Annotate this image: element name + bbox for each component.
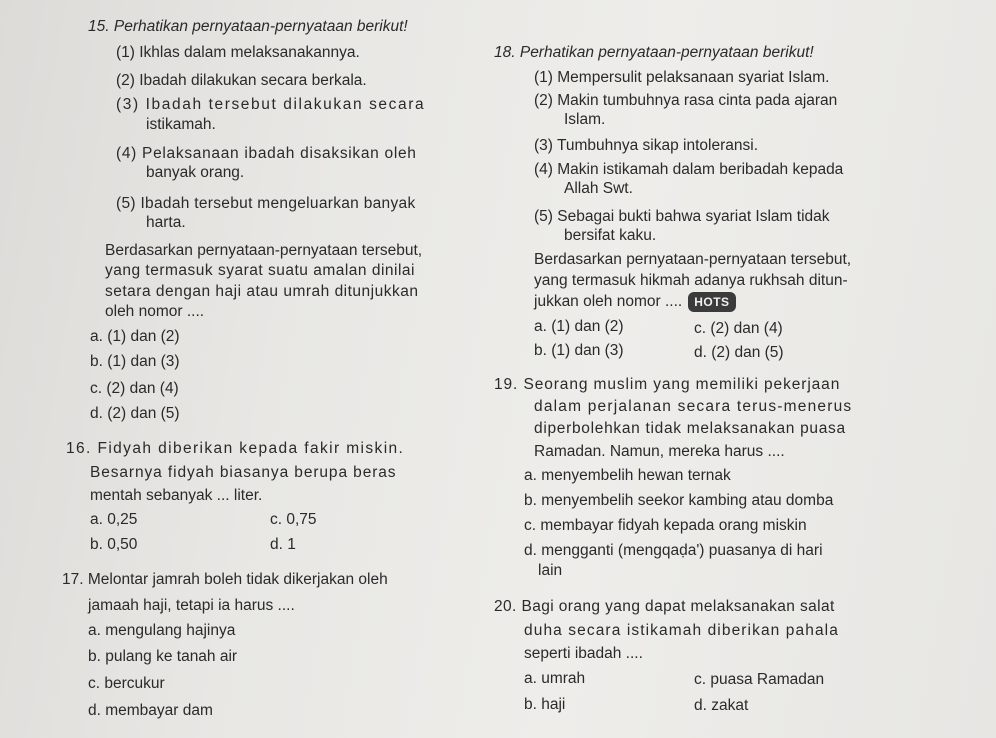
q18-question-line-1: Berdasarkan pernyataan-pernyataan tersebut, — [534, 251, 852, 268]
q20-option-c[interactable]: c. puasa Ramadan — [694, 671, 825, 688]
q18-question-line-2: yang termasuk hikmah adanya rukhsah ditun- — [534, 272, 848, 289]
q17-option-b[interactable]: b. pulang ke tanah air — [88, 648, 238, 665]
q17-line-1: 17. Melontar jamrah boleh tidak dikerjakan oleh — [62, 571, 388, 588]
q15-question-line-3: setara dengan haji atau umrah ditunjukkan — [105, 283, 419, 300]
q15-question-line-4: oleh nomor .... — [105, 303, 205, 320]
q18-statement-1: (1) Mempersulit pelaksanaan syariat Islam. — [534, 69, 830, 86]
q19-line-3: diperbolehkan tidak melaksanakan puasa — [534, 420, 846, 437]
q18-option-c[interactable]: c. (2) dan (4) — [694, 320, 783, 337]
q20-option-b[interactable]: b. haji — [524, 696, 566, 713]
q15-statement-2: (2) Ibadah dilakukan secara berkala. — [116, 72, 367, 89]
q19-option-d[interactable]: d. mengganti (mengqaḍa') puasanya di hari — [524, 542, 823, 559]
q15-statement-5-cont: harta. — [146, 214, 186, 231]
q20-line-2: duha secara istikamah diberikan pahala — [524, 622, 839, 639]
q15-question-line-2: yang termasuk syarat suatu amalan dinilai — [105, 262, 415, 279]
q18-statement-2: (2) Makin tumbuhnya rasa cinta pada ajaran — [534, 92, 838, 109]
q15-statement-5: (5) Ibadah tersebut mengeluarkan banyak — [116, 195, 416, 212]
q15-question-line-1: Berdasarkan pernyataan-pernyataan tersebut, — [105, 242, 423, 259]
hots-badge: HOTS — [688, 292, 735, 312]
q20-line-3: seperti ibadah .... — [524, 645, 643, 662]
q19-option-a[interactable]: a. menyembelih hewan ternak — [524, 467, 731, 484]
q15-stem: 15. Perhatikan pernyataan-pernyataan berikut! — [88, 18, 408, 35]
q17-option-a[interactable]: a. mengulang hajinya — [88, 622, 236, 639]
q18-question-line-3: jukkan oleh nomor .... HOTS — [534, 292, 736, 312]
q15-statement-3-cont: istikamah. — [146, 116, 216, 133]
q16-option-d[interactable]: d. 1 — [270, 536, 296, 553]
q15-statement-1: (1) Ikhlas dalam melaksanakannya. — [116, 44, 360, 61]
q18-statement-5: (5) Sebagai bukti bahwa syariat Islam tidak — [534, 208, 830, 225]
q18-statement-5-cont: bersifat kaku. — [564, 227, 657, 244]
q18-statement-4: (4) Makin istikamah dalam beribadah kepada — [534, 161, 844, 178]
q19-option-c[interactable]: c. membayar fidyah kepada orang miskin — [524, 517, 807, 534]
q18-stem: 18. Perhatikan pernyataan-pernyataan berikut! — [494, 44, 814, 61]
q20-line-1: 20. Bagi orang yang dapat melaksanakan salat — [494, 598, 835, 615]
q18-statement-4-cont: Allah Swt. — [564, 180, 633, 197]
q19-option-d-cont: lain — [538, 562, 563, 579]
q18-statement-3: (3) Tumbuhnya sikap intoleransi. — [534, 137, 759, 154]
q15-statement-4: (4) Pelaksanaan ibadah disaksikan oleh — [116, 145, 417, 162]
q18-option-a[interactable]: a. (1) dan (2) — [534, 318, 624, 335]
q15-statement-4-cont: banyak orang. — [146, 164, 245, 181]
q15-option-a[interactable]: a. (1) dan (2) — [90, 328, 180, 345]
q19-line-4: Ramadan. Namun, mereka harus .... — [534, 443, 785, 460]
q18-statement-2-cont: Islam. — [564, 111, 606, 128]
q20-option-a[interactable]: a. umrah — [524, 670, 586, 687]
q15-option-d[interactable]: d. (2) dan (5) — [90, 405, 180, 422]
q20-option-d[interactable]: d. zakat — [694, 697, 749, 714]
q17-option-d[interactable]: d. membayar dam — [88, 702, 213, 719]
q17-option-c[interactable]: c. bercukur — [88, 675, 165, 692]
q19-line-1: 19. Seorang muslim yang memiliki pekerjaan — [494, 376, 841, 393]
q16-line-2: Besarnya fidyah biasanya berupa beras — [90, 464, 397, 481]
q16-option-a[interactable]: a. 0,25 — [90, 511, 138, 528]
q16-line-1: 16. Fidyah diberikan kepada fakir miskin. — [66, 440, 405, 457]
q18-option-d[interactable]: d. (2) dan (5) — [694, 344, 784, 361]
q15-option-b[interactable]: b. (1) dan (3) — [90, 353, 180, 370]
q15-option-c[interactable]: c. (2) dan (4) — [90, 380, 179, 397]
q19-option-b[interactable]: b. menyembelih seekor kambing atau domba — [524, 492, 834, 509]
q16-option-b[interactable]: b. 0,50 — [90, 536, 138, 553]
q16-line-3: mentah sebanyak ... liter. — [90, 487, 263, 504]
q18-option-b[interactable]: b. (1) dan (3) — [534, 342, 624, 359]
q16-option-c[interactable]: c. 0,75 — [270, 511, 317, 528]
q17-line-2: jamaah haji, tetapi ia harus .... — [88, 597, 295, 614]
q15-statement-3: (3) Ibadah tersebut dilakukan secara — [116, 96, 426, 113]
q19-line-2: dalam perjalanan secara terus-menerus — [534, 398, 853, 415]
